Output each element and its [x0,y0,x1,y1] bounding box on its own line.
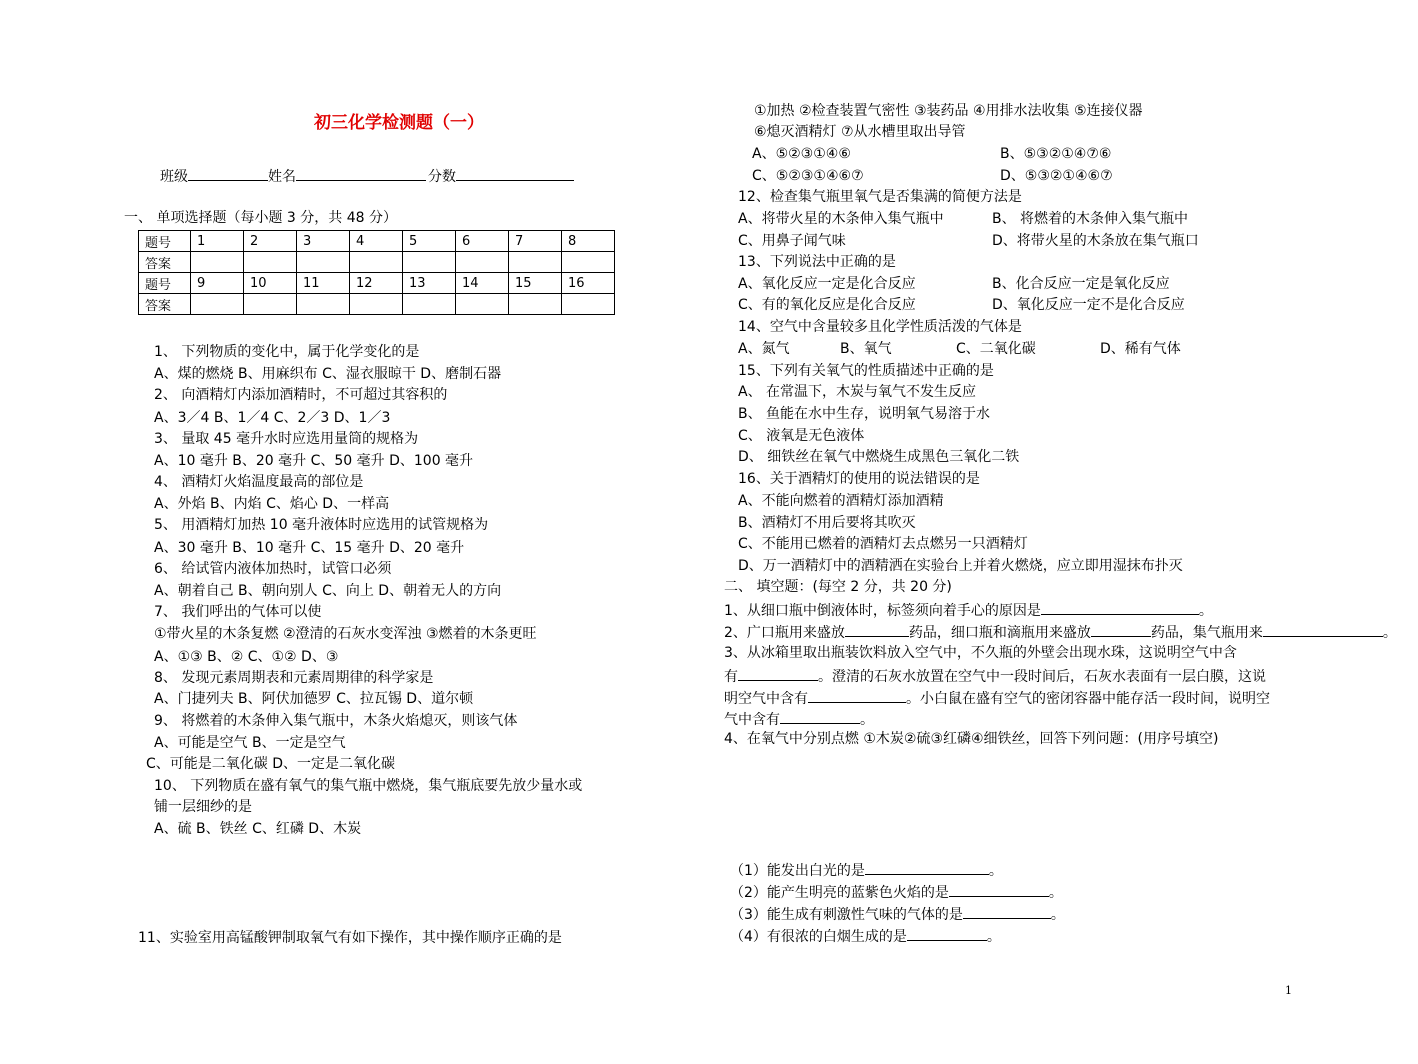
question-text: 。 [1048,885,1063,901]
answer-cell[interactable] [297,294,350,315]
section1-heading: 一、 单项选择题（每小题 3 分，共 48 分） [124,210,397,226]
option-line: D、万一酒精灯中的酒精洒在实验台上并着火燃烧，应立即用湿抹布扑灭 [738,558,1183,574]
answer-blank[interactable] [963,904,1051,919]
answer-cell[interactable] [244,252,297,273]
option-line: D、⑤③②①④⑥⑦ [1000,168,1113,184]
page-number: 1 [1285,984,1292,997]
option-line: B、 鱼能在水中生存，说明氧气易溶于水 [738,406,991,422]
question-text: 。 [860,712,874,728]
option-line: B、氧气 [840,341,892,357]
option-line: A、不能向燃着的酒精灯添加酒精 [738,493,944,509]
fill-question-2 [724,622,1397,642]
answer-blank[interactable] [907,926,987,941]
answer-blank[interactable] [1091,622,1151,637]
table-cell: 答案 [139,294,191,315]
statement-line: ①带火星的木条复燃 ②澄清的石灰水变浑浊 ③燃着的木条更旺 [154,626,537,642]
option-line: C、不能用已燃着的酒精灯去点燃另一只酒精灯 [738,536,1028,552]
answer-cell[interactable] [456,252,509,273]
option-line: B、化合反应一定是氧化反应 [992,276,1170,292]
option-line: A、氮气 [738,341,790,357]
option-line: A、将带火星的木条伸入集气瓶中 [738,211,944,227]
question-line: 3、 量取 45 毫升水时应选用量筒的规格为 [154,431,419,447]
option-line: A、硫 B、铁丝 C、红磷 D、木炭 [154,821,362,837]
option-line: D、氧化反应一定不是化合反应 [992,297,1185,313]
table-cell: 1 [191,231,244,252]
option-line: A、①③ B、② C、①② D、③ [154,649,339,665]
option-line: A、30 毫升 B、10 毫升 C、15 毫升 D、20 毫升 [154,540,465,556]
question-text: 。 [1198,603,1213,619]
option-line: A、3／4 B、1／4 C、2／3 D、1／3 [154,410,391,426]
table-cell: 10 [244,273,297,294]
table-row [139,252,615,273]
answer-cell[interactable] [297,252,350,273]
question-line: 9、 将燃着的木条伸入集气瓶中，木条火焰熄灭，则该气体 [154,713,518,729]
table-cell: 15 [509,273,562,294]
name-label: 姓名 [268,169,296,185]
table-cell: 16 [562,273,615,294]
statement-line: ⑥熄灭酒精灯 ⑦从水槽里取出导管 [754,124,966,140]
answer-cell[interactable] [456,294,509,315]
question-text: 药品，细口瓶和滴瓶用来盛放 [908,625,1091,641]
answer-cell[interactable] [403,294,456,315]
table-cell: 5 [403,231,456,252]
answer-cell[interactable] [509,294,562,315]
option-line: D、 细铁丝在氧气中燃烧生成黑色三氧化二铁 [738,449,1020,465]
answer-cell[interactable] [350,252,403,273]
question-text: 。 [988,863,1003,879]
option-line: A、⑤②③①④⑥ [752,146,851,162]
option-line: C、⑤②③①④⑥⑦ [752,168,864,184]
fill-question-3: 3、从冰箱里取出瓶装饮料放入空气中，不久瓶的外壁会出现水珠，这说明空气中含 [724,645,1237,661]
table-cell: 6 [456,231,509,252]
question-text: 2、广口瓶用来盛放 [724,625,845,641]
question-text: 。小白鼠在盛有空气的密闭容器中能存活一段时间，说明空 [906,691,1270,707]
question-line: 6、 给试管内液体加热时，试管口必须 [154,561,392,577]
option-line: D、将带火星的木条放在集气瓶口 [992,233,1199,249]
answer-cell[interactable] [562,252,615,273]
option-line: A、外焰 B、内焰 C、焰心 D、一样高 [154,496,390,512]
question-text: 有 [724,669,738,685]
option-line: A、氧化反应一定是化合反应 [738,276,916,292]
answer-blank[interactable] [808,688,906,703]
option-line: B、⑤③②①④⑦⑥ [1000,146,1112,162]
table-cell: 答案 [139,252,191,273]
answer-blank[interactable] [845,622,909,637]
question-text: （1）能发出白光的是 [730,863,865,879]
question-text: 。澄清的石灰水放置在空气中一段时间后，石灰水表面有一层白膜，这说 [818,669,1266,685]
answer-cell[interactable] [244,294,297,315]
answer-cell[interactable] [191,294,244,315]
table-cell: 3 [297,231,350,252]
question-text: 明空气中含有 [724,691,808,707]
option-line: D、稀有气体 [1100,341,1181,357]
answer-cell[interactable] [562,294,615,315]
question-line: 14、空气中含量较多且化学性质活泼的气体是 [738,319,1022,335]
question-text: 。 [1050,907,1065,923]
section2-heading: 二、 填空题：(每空 2 分，共 20 分) [724,579,952,595]
sub-question [730,904,1065,924]
question-line: 13、下列说法中正确的是 [738,254,896,270]
class-label: 班级 [160,169,188,185]
option-line: B、酒精灯不用后要将其吹灭 [738,515,916,531]
answer-blank[interactable] [1263,622,1383,637]
table-cell: 题号 [139,273,191,294]
question-line: 10、 下列物质在盛有氧气的集气瓶中燃烧，集气瓶底要先放少量水或 [154,778,583,794]
option-line: A、煤的燃烧 B、用麻织布 C、湿衣服晾干 D、磨制石器 [154,366,502,382]
answer-blank[interactable] [1041,600,1199,615]
table-cell: 11 [297,273,350,294]
option-line: C、用鼻子闻气味 [738,233,846,249]
statement-line: ①加热 ②检查装置气密性 ③装药品 ④用排水法收集 ⑤连接仪器 [754,103,1143,119]
table-row [139,231,615,252]
answer-blank[interactable] [738,666,818,681]
student-info-line [160,166,574,186]
question-text: （4）有很浓的白烟生成的是 [730,929,907,945]
fill-question-4: 4、在氧气中分别点燃 ①木炭②硫③红磷④细铁丝，回答下列问题：(用序号填空) [724,731,1219,747]
table-cell: 12 [350,273,403,294]
fill-question-3-line [724,666,1266,686]
class-blank[interactable] [188,166,268,181]
table-row [139,294,615,315]
table-cell: 8 [562,231,615,252]
score-label: 分数 [428,169,456,185]
option-line: A、门捷列夫 B、阿伏加德罗 C、拉瓦锡 D、道尔顿 [154,691,474,707]
table-cell: 14 [456,273,509,294]
question-line: 铺一层细纱的是 [154,799,252,815]
option-line: A、朝着自己 B、朝向别人 C、向上 D、朝着无人的方向 [154,583,502,599]
sub-question [730,926,1001,946]
question-text: 1、从细口瓶中倒液体时，标签须向着手心的原因是 [724,603,1041,619]
question-line: 8、 发现元素周期表和元素周期律的科学家是 [154,670,434,686]
question-text: （3）能生成有刺激性气味的气体的是 [730,907,963,923]
option-line: B、 将燃着的木条伸入集气瓶中 [992,211,1189,227]
option-line: C、 液氧是无色液体 [738,428,865,444]
question-text: 药品，集气瓶用来 [1150,625,1263,641]
option-line: C、可能是二氧化碳 D、一定是二氧化碳 [146,756,396,772]
table-cell: 9 [191,273,244,294]
table-cell: 4 [350,231,403,252]
question-text: 气中含有 [724,712,780,728]
option-line: A、可能是空气 B、一定是空气 [154,735,346,751]
question-line: 7、 我们呼出的气体可以使 [154,604,322,620]
question-line: 4、 酒精灯火焰温度最高的部位是 [154,474,364,490]
answer-cell[interactable] [350,294,403,315]
question-text: 。 [1382,625,1397,641]
answer-cell[interactable] [509,252,562,273]
answer-blank[interactable] [949,882,1049,897]
answer-table [138,230,615,315]
table-cell: 2 [244,231,297,252]
fill-question-1 [724,600,1213,620]
table-cell: 题号 [139,231,191,252]
question-line: 16、关于酒精灯的使用的说法错误的是 [738,471,980,487]
table-cell: 7 [509,231,562,252]
option-line: A、10 毫升 B、20 毫升 C、50 毫升 D、100 毫升 [154,453,474,469]
option-line: C、二氧化碳 [956,341,1036,357]
option-line: A、 在常温下，木炭与氧气不发生反应 [738,384,977,400]
question-line: 5、 用酒精灯加热 10 毫升液体时应选用的试管规格为 [154,517,489,533]
question-line: 15、下列有关氧气的性质描述中正确的是 [738,363,994,379]
question-line: 12、检查集气瓶里氧气是否集满的简便方法是 [738,189,1022,205]
question-text: 。 [986,929,1001,945]
answer-cell[interactable] [191,252,244,273]
answer-cell[interactable] [403,252,456,273]
question-line: 11、实验室用高锰酸钾制取氧气有如下操作，其中操作顺序正确的是 [138,930,562,946]
answer-blank[interactable] [865,860,989,875]
option-line: C、有的氧化反应是化合反应 [738,297,916,313]
fill-question-3-line [724,688,1270,708]
question-line: 1、 下列物质的变化中，属于化学变化的是 [154,344,420,360]
table-row [139,273,615,294]
question-text: （2）能产生明亮的蓝紫色火焰的是 [730,885,949,901]
question-line: 2、 向酒精灯内添加酒精时，不可超过其容积的 [154,387,448,403]
sub-question [730,860,1003,880]
score-blank[interactable] [456,166,574,181]
page-title: 初三化学检测题（一） [314,113,484,133]
answer-blank[interactable] [780,709,860,724]
sub-question [730,882,1063,902]
fill-question-3-line [724,709,874,729]
name-blank[interactable] [296,166,426,181]
table-cell: 13 [403,273,456,294]
